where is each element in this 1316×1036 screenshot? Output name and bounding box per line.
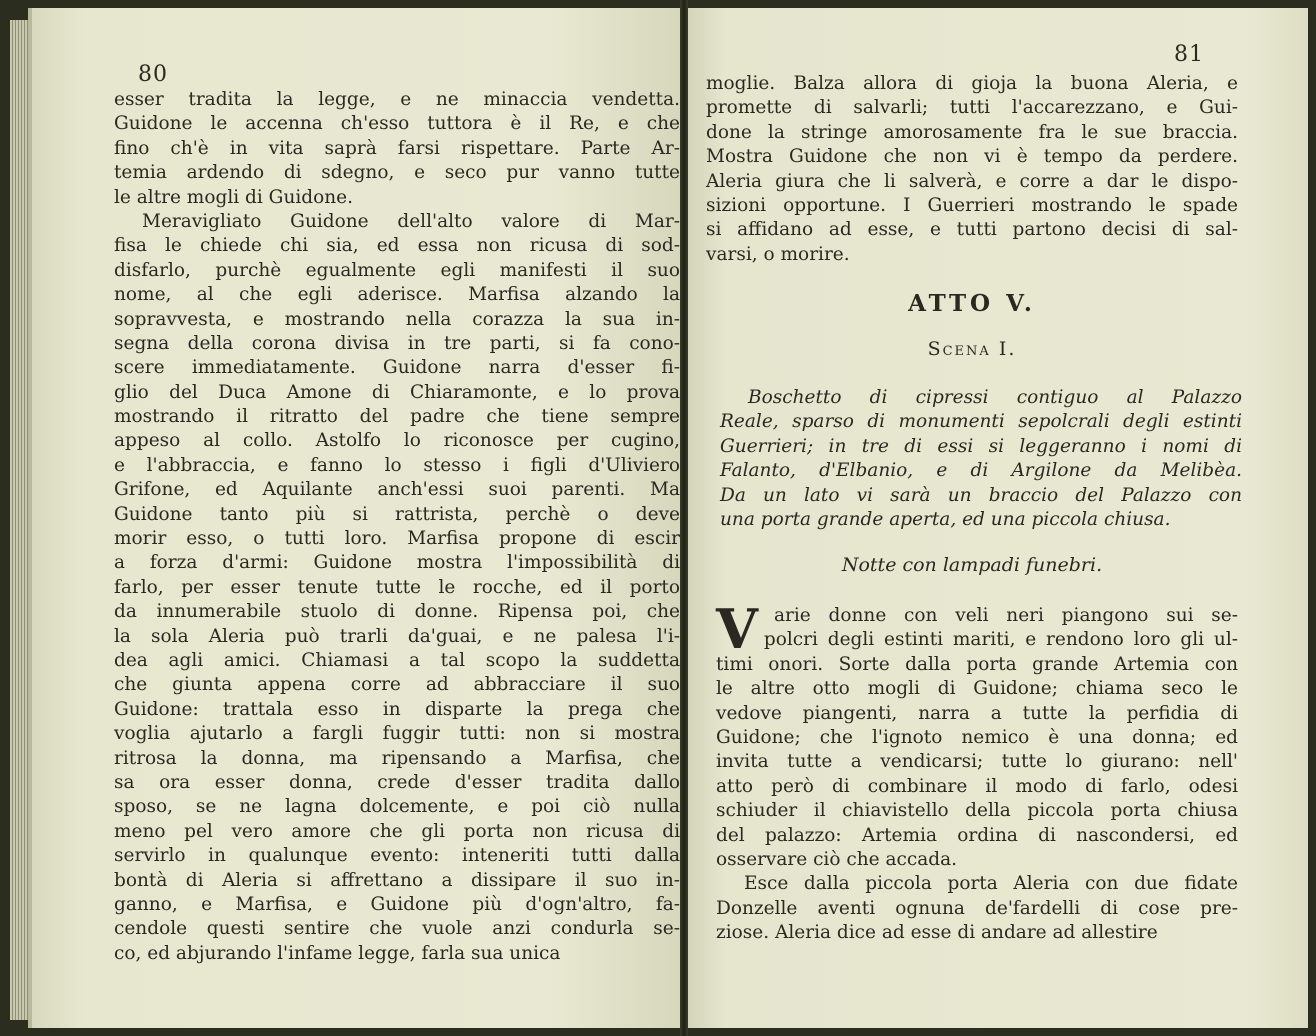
text-line: varsi, o morire. (706, 243, 850, 265)
left-page-text (114, 88, 680, 966)
drop-cap: V (716, 597, 758, 661)
text-line: scere immediatamente. Guidone narra d'esser fi- (114, 357, 680, 379)
text-line: ganno, e Marfisa, e Guidone più d'ogn'altro, fa- (114, 893, 680, 915)
text-line: vedove piangenti, narra a tutte la perfidia di (716, 702, 1238, 724)
page-number-right: 81 (1174, 42, 1204, 67)
text-line: ritrosa la donna, ma ripensando a Marfisa, che (114, 747, 680, 769)
text-line: Reale, sparso di monumenti sepolcrali degli estinti (720, 411, 1242, 433)
text-line: Aleria giura che li salverà, e corre a dar le dispo- (706, 170, 1238, 192)
text-line: osservare ciò che accada. (716, 848, 958, 870)
text-line: Da un lato vi sarà un braccio del Palazzo con (720, 484, 1242, 506)
text-line: del palazzo: Artemia ordina di nascondersi, ed (716, 824, 1238, 846)
stage-direction (720, 386, 1242, 532)
text-line: Guidone tanto più si rattrista, perchè o deve (114, 503, 680, 525)
right-body-lines (716, 597, 1238, 945)
text-line: polcri degli estinti mariti, e rendono loro gli ul- (763, 629, 1238, 651)
text-line: timi onori. Sorte dalla porta grande Artemia con (716, 653, 1238, 675)
text-line: disfarlo, purchè egualmente egli manifesti il suo (114, 259, 680, 281)
text-line: che giunta appena corre ad abbracciare il suo (114, 674, 680, 696)
text-line: dea agli amici. Chiamasi a tal scopo la suddetta (114, 649, 680, 671)
text-line: ziose. Aleria dice ad esse di andare ad allestire (716, 922, 1158, 944)
page-number-left: 80 (138, 62, 168, 87)
text-line: Boschetto di cipressi contiguo al Palazzo (748, 387, 1242, 408)
scene-title: Scena I. (927, 338, 1017, 360)
text-line: invita tutte a vendicarsi; tutte lo giurano: nell' (716, 751, 1238, 773)
text-line: cendole questi sentire che vuole anzi condurla se- (114, 918, 680, 940)
text-line: mostrando il ritratto del padre che tiene sempre (114, 406, 680, 428)
left-page (28, 8, 680, 1028)
right-page (688, 8, 1308, 1028)
text-line: voglia ajutarlo a fargli fuggir tutti: non si mostra (114, 723, 680, 745)
text-line: sposo, se ne lagna dolcemente, e poi ciò nulla (114, 796, 680, 818)
text-line: si affidano ad esse, e tutti partono decisi di sal- (706, 219, 1238, 241)
text-line: glio del Duca Amone di Chiaramonte, e lo prova (114, 381, 680, 403)
text-line: segna della corona divisa in tre parti, si fa cono- (114, 332, 680, 354)
text-line: meno pel vero amore che gli porta non ricusa di (114, 820, 680, 842)
text-line: Guerrieri; in tre di essi si leggeranno i nomi di (720, 435, 1242, 457)
text-line: arie donne con veli neri piangono sui se- (774, 605, 1238, 626)
act-title: ATTO V. (908, 290, 1036, 317)
text-line: sa ora esser donna, crede d'esser tradita dallo (114, 771, 680, 793)
text-line: servirlo in qualunque evento: inteneriti tutti dalla (114, 845, 680, 867)
stage-time: Notte con lampadi funebri. (841, 554, 1103, 576)
text-line: morir esso, o tutti loro. Marfisa propone di escir (114, 528, 680, 550)
text-line: co, ed abjurando l'infame legge, farla sua unica (114, 942, 561, 964)
book-spine (680, 0, 688, 1036)
text-line: sizioni opportune. I Guerrieri mostrando le spade (706, 194, 1238, 216)
text-line: bontà di Aleria si affrettano a dissipare il suo in- (114, 869, 680, 891)
text-line: atto però di combinare il modo di farlo, odesi (716, 775, 1238, 797)
text-line: Grifone, ed Aquilante anch'essi suoi parenti. Ma (114, 479, 680, 501)
text-line: Guidone: trattala esso in disparte la prega che (114, 698, 680, 720)
text-line: promette di salvarli; tutti l'accarezzano, e Gui- (706, 97, 1238, 119)
text-line: Guidone le accenna ch'esso tuttora è il Re, e che (114, 113, 680, 135)
text-line: farlo, per esser tenute tutte le rocche, ed il porto (114, 576, 680, 598)
text-line: e l'abbraccia, e fanno lo stesso i figli d'Uliviero (114, 454, 680, 476)
text-line: temia ardendo di sdegno, e seco pur vanno tutte (114, 162, 680, 184)
text-line: sopravvesta, e mostrando nella corazza la sua in- (114, 308, 680, 330)
text-line: da innumerabile stuolo di donne. Ripensa poi, che (114, 601, 680, 623)
text-line: la sola Aleria può trarli da'guai, e ne palesa l'i- (114, 625, 680, 647)
right-page-top-text (706, 72, 1238, 267)
text-line: le altre mogli di Guidone. (114, 186, 354, 208)
text-line: Meravigliato Guidone dell'alto valore di Mar- (142, 210, 680, 232)
text-line: a forza d'armi: Guidone mostra l'impossibilità di (114, 552, 680, 574)
text-line: Guidone; che l'ignoto nemico è una donna; ed (716, 726, 1238, 748)
right-page-body-text (716, 597, 1238, 945)
text-line: fino ch'è in vita saprà farsi rispettare. Parte Ar- (114, 137, 680, 159)
text-line: esser tradita la legge, e ne minaccia vendetta. (114, 89, 680, 110)
text-line: Mostra Guidone che non vi è tempo da perdere. (706, 146, 1238, 168)
text-line: Falanto, d'Elbanio, e di Argilone da Melibèa. (720, 460, 1242, 482)
text-line: appeso al collo. Astolfo lo riconosce per cugino, (114, 430, 680, 452)
text-line: done la stringe amorosamente fra le sue braccia. (706, 121, 1238, 143)
text-line: schiuder il chiavistello della piccola porta chiusa (716, 800, 1238, 822)
text-line: fisa le chiede chi sia, ed essa non ricusa di sod- (114, 235, 680, 257)
text-line: nome, al che egli aderisce. Marfisa alzando la (114, 284, 680, 306)
book-page-edges (10, 20, 30, 1020)
text-line: una porta grande aperta, ed una piccola chiusa. (720, 508, 1171, 530)
text-line: moglie. Balza allora di gioja la buona Aleria, e (706, 73, 1238, 94)
text-line: Donzelle aventi ognuna de'fardelli di cose pre- (716, 897, 1238, 919)
text-line: Esce dalla piccola porta Aleria con due fidate (744, 873, 1238, 895)
text-line: le altre otto mogli di Guidone; chiama seco le (716, 678, 1238, 700)
